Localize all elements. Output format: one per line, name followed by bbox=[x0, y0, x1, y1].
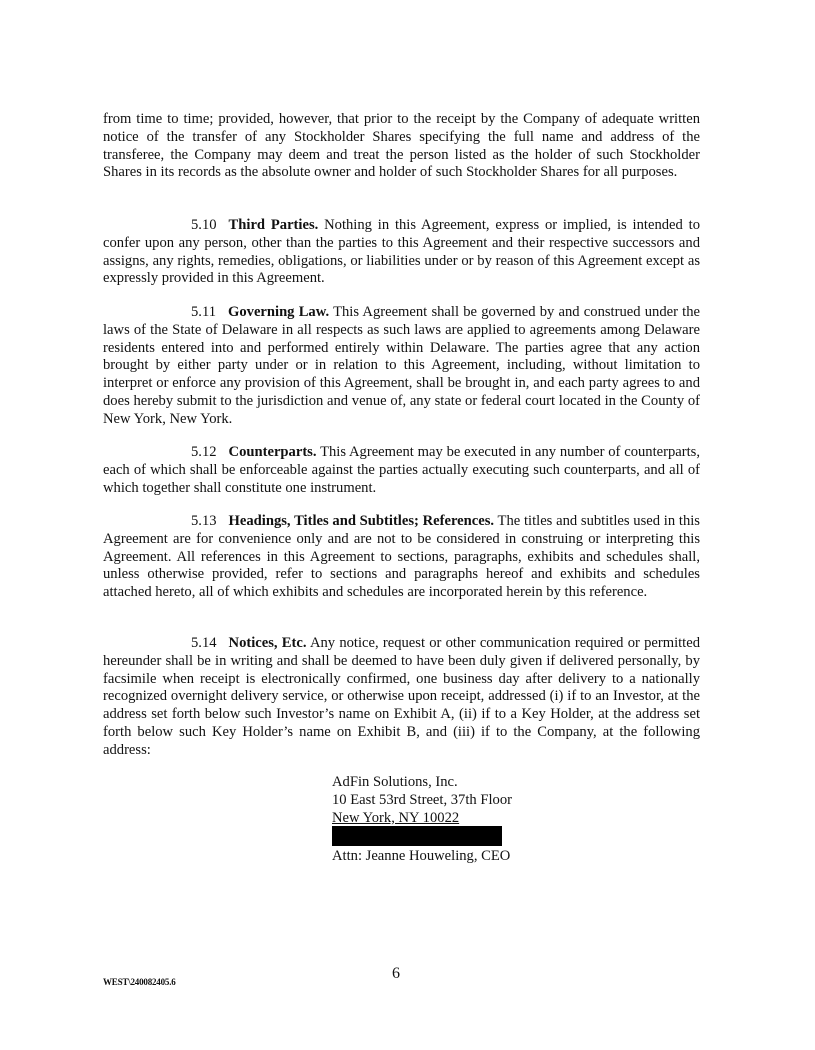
section-5-13 bbox=[103, 513, 700, 602]
section-body: This Agreement may be executed in any number of counterparts, each of which shall be enforceable against the parties actually executing such counterparts, and all of which together shall constitute one instrument. bbox=[103, 444, 700, 496]
section-body: This Agreement shall be governed by and construed under the laws of the State of Delaware in all respects as such laws are applied to agreements among Delaware residents entered into and performed entirely within Delaware. The parties agree that any action brought by either party under or in relation to this Agreement, including, without limitation to interpret or enforce any provision of this Agreement, shall be brought in, and each party agrees to and does hereby submit to the jurisdiction and venue of, any state or federal court located in the County of New York, New York. bbox=[103, 304, 700, 427]
section-heading: Notices, Etc. bbox=[228, 635, 307, 651]
section-number: 5.11 bbox=[191, 304, 216, 320]
address-street: 10 East 53rd Street, 37th Floor bbox=[332, 791, 512, 808]
section-5-11 bbox=[103, 304, 700, 429]
section-body: The titles and subtitles used in this Agreement are for convenience only and are not to be considered in construing or interpreting this Agreement. All references in this Agreement to sections, paragraphs, exhibits and schedules shall, unless otherwise provided, refer to sections and paragraphs hereof and exhibits and schedules attached hereto, all of which exhibits and schedules are incorporated herein by this reference. bbox=[103, 513, 700, 601]
section-heading: Headings, Titles and Subtitles; References. bbox=[228, 513, 495, 529]
section-number: 5.12 bbox=[191, 444, 217, 460]
section-body: Nothing in this Agreement, express or implied, is intended to confer upon any person, other than the parties to this Agreement and their respective successors and assigns, any rights, remedies, obligations, or liabilities under or by reason of this Agreement except as expressly provided in this Agreement. bbox=[103, 217, 700, 287]
section-heading: Governing Law. bbox=[228, 304, 330, 320]
document-id: WEST\240082405.6 bbox=[103, 977, 176, 987]
company-address bbox=[332, 774, 512, 827]
page-number: 6 bbox=[392, 965, 400, 982]
section-5-12 bbox=[103, 444, 700, 497]
section-number: 5.14 bbox=[191, 635, 217, 651]
section-body: Any notice, request or other communication required or permitted hereunder shall be in writing and shall be deemed to have been duly given if delivered personally, by facsimile when receipt is electronically confirmed, one business day after delivery to a nationally recognized overnight delivery service, or otherwise upon receipt, addressed (i) if to an Investor, at the address set forth below such Investor’s name on Exhibit A, (ii) if to a Key Holder, at the address set forth below such Key Holder’s name on Exhibit B, and (iii) if to the Company, at the following address: bbox=[103, 635, 701, 758]
redaction-bar bbox=[332, 826, 502, 846]
section-number: 5.10 bbox=[191, 217, 217, 233]
section-5-10 bbox=[103, 217, 700, 288]
section-5-14 bbox=[103, 635, 700, 760]
intro-paragraph: from time to time; provided, however, that prior to the receipt by the Company of adequate written notice of the transfer of any Stockholder Shares specifying the full name and address of the transferee, the Company may deem and treat the person listed as the holder of such Stockholder Shares in its records as the absolute owner and holder of such Stockholder Shares for all purposes. bbox=[103, 111, 700, 181]
section-number: 5.13 bbox=[191, 513, 217, 529]
address-company-name: AdFin Solutions, Inc. bbox=[332, 774, 458, 790]
section-heading: Third Parties. bbox=[228, 217, 319, 233]
section-heading: Counterparts. bbox=[228, 444, 317, 460]
address-city: New York, NY 10022 bbox=[332, 809, 460, 826]
address-attention: Attn: Jeanne Houweling, CEO bbox=[332, 848, 511, 864]
